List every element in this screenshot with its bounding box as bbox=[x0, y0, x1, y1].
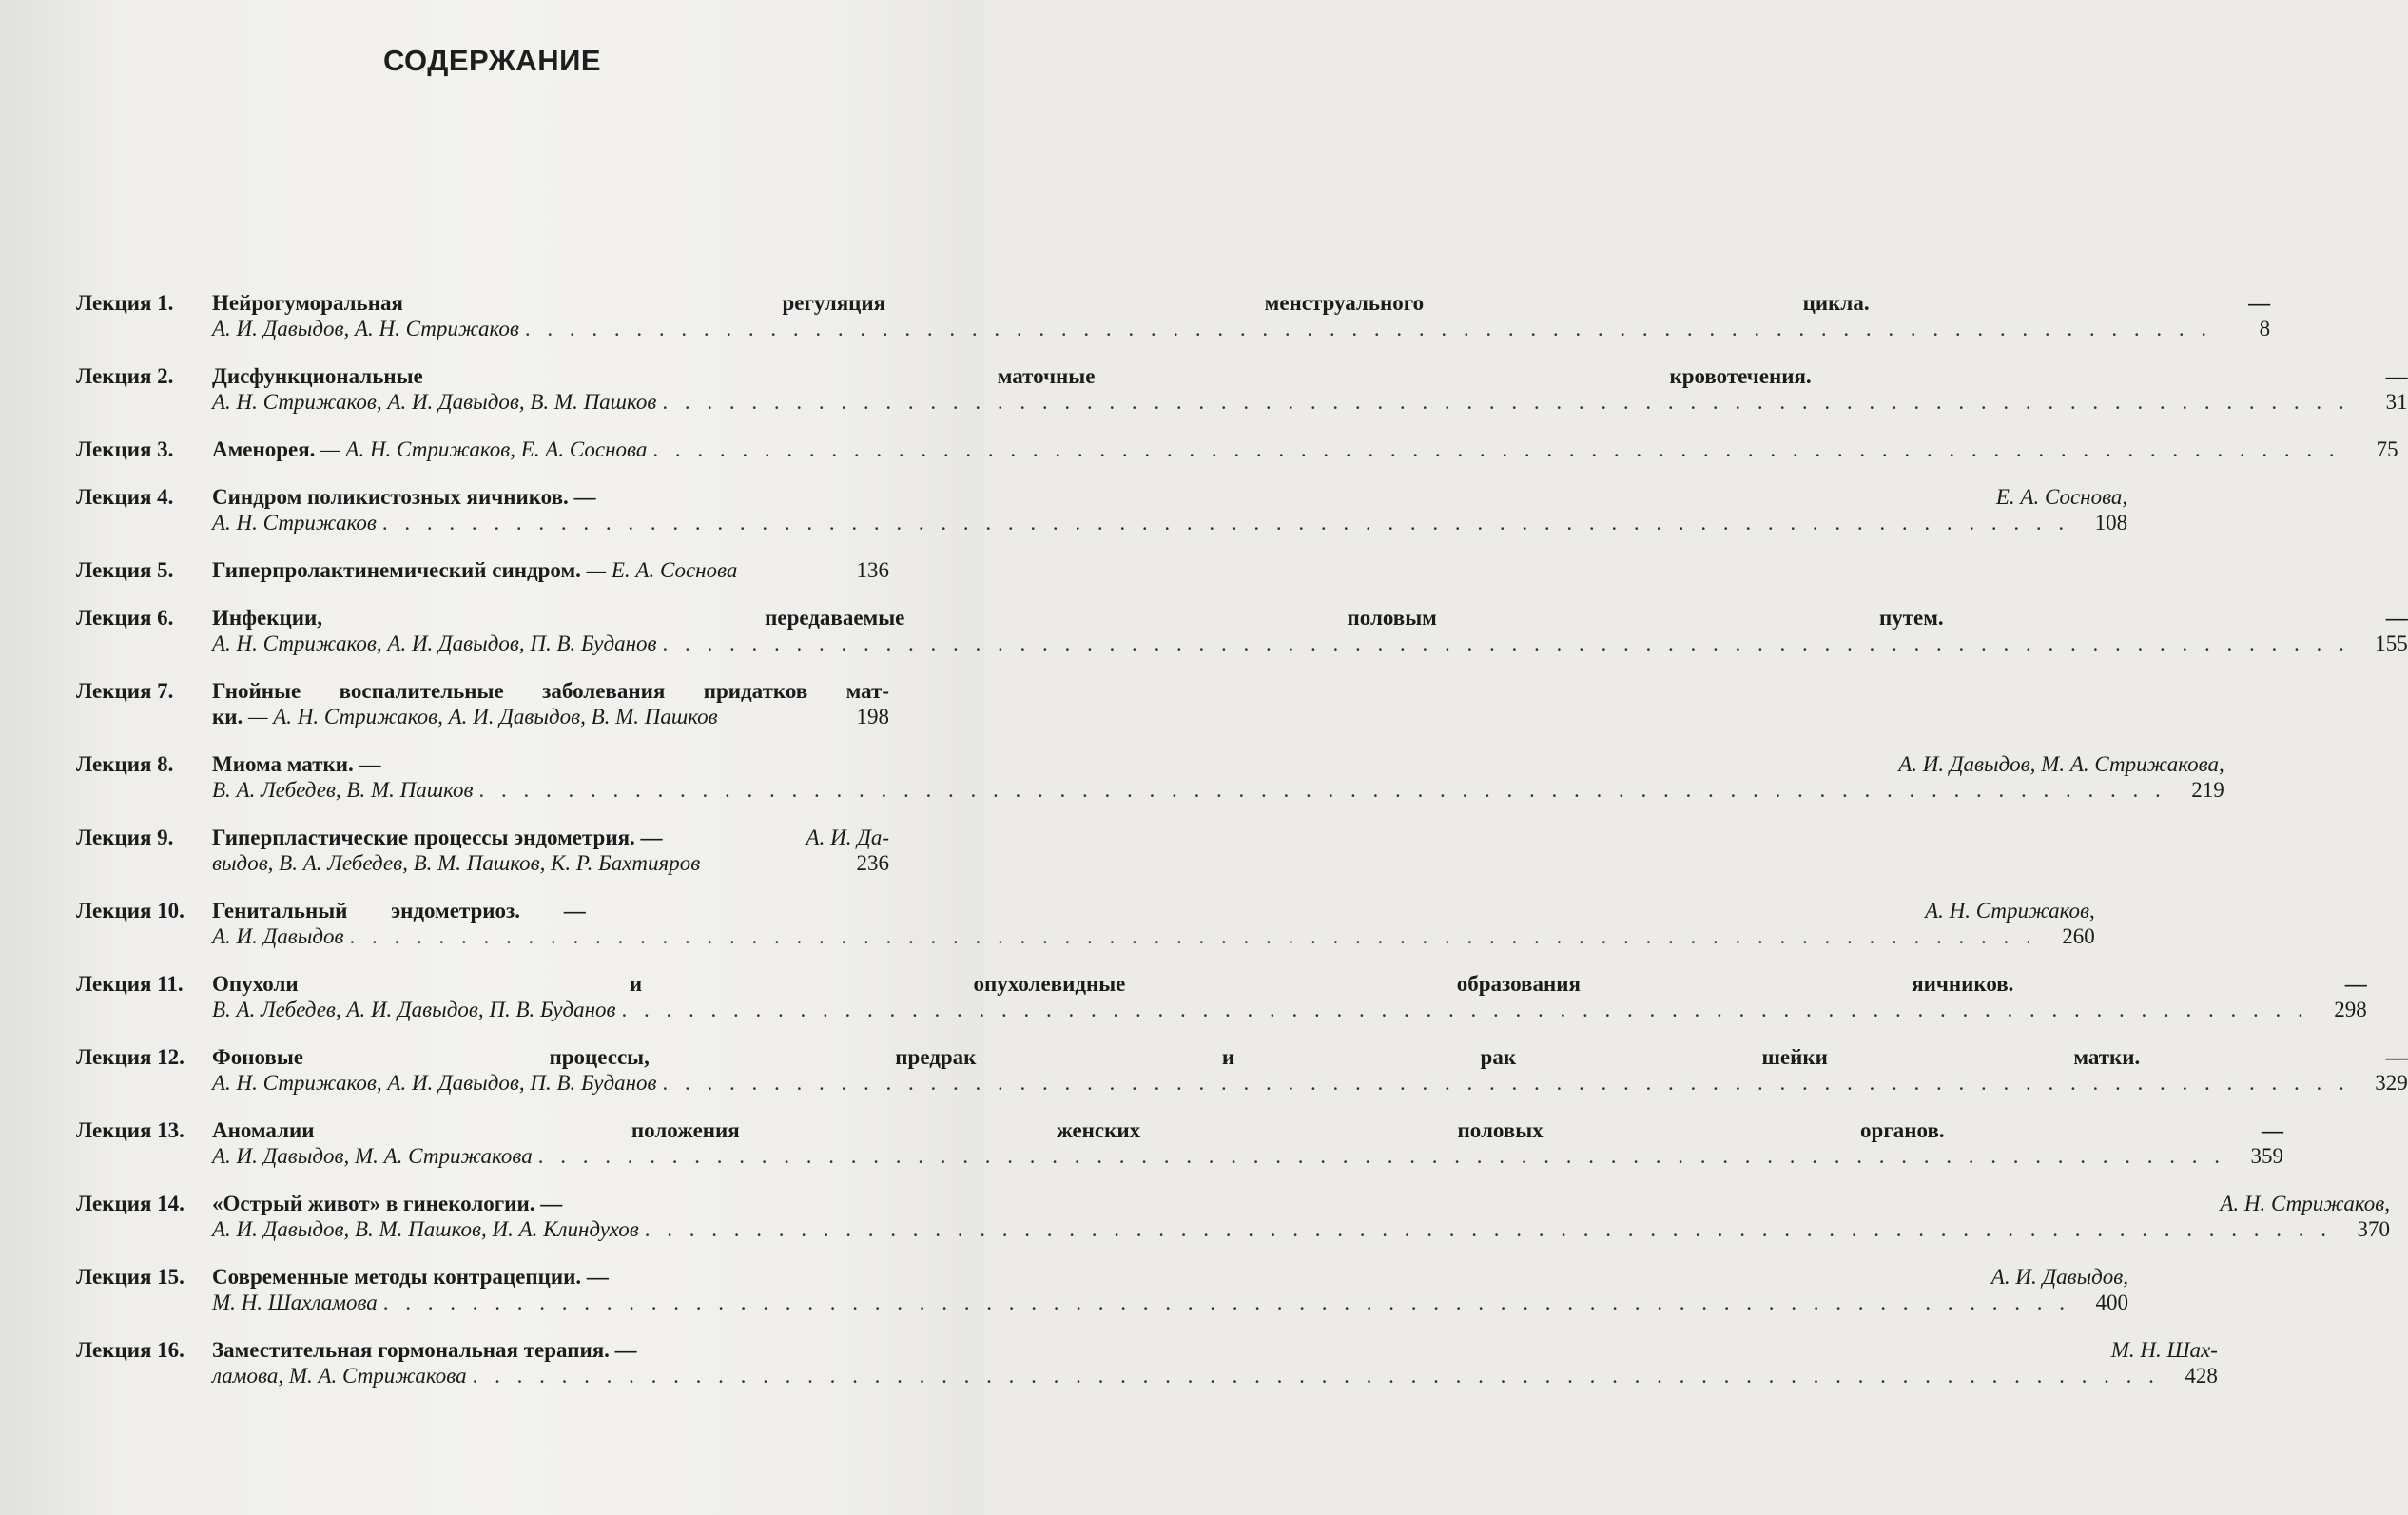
entry-label: Лекция 3. bbox=[76, 437, 174, 461]
entry-authors: А. И. Давыдов bbox=[212, 924, 344, 948]
entry-page: 329 bbox=[2375, 1071, 2408, 1095]
entry-authors: ламова, М. А. Стрижакова bbox=[212, 1364, 467, 1388]
entry-title: Генитальный эндометриоз. — bbox=[212, 899, 586, 923]
entry-title: Инфекции, передаваемые половым путем. — bbox=[212, 606, 2408, 630]
leader-dots bbox=[662, 631, 2349, 656]
entry-label: Лекция 16. bbox=[76, 1338, 184, 1362]
entry-title-tail: М. Н. Шах- bbox=[2110, 1338, 2218, 1362]
entry-authors: — А. Н. Стрижаков, А. И. Давыдов, В. М. Пашков bbox=[248, 705, 718, 728]
entry-authors: выдов, В. А. Лебедев, В. М. Пашков, К. Р. Бахтияров bbox=[212, 851, 701, 875]
toc-entry[interactable] bbox=[76, 1044, 2408, 1096]
entry-page: 428 bbox=[2185, 1364, 2218, 1388]
entry-authors: — Е. А. Соснова bbox=[586, 558, 738, 582]
entry-page: 155 bbox=[2375, 631, 2408, 655]
entry-title: Фоновые процессы, предрак и рак шейки матки. — bbox=[212, 1045, 2408, 1069]
entry-page: 236 bbox=[856, 851, 889, 875]
entry-page: 298 bbox=[2334, 998, 2367, 1021]
entry-label: Лекция 4. bbox=[76, 485, 174, 509]
entry-page: 136 bbox=[856, 558, 889, 582]
leader-dots bbox=[349, 923, 2036, 949]
leader-dots bbox=[382, 510, 2069, 535]
entry-title: Синдром поликистозных яичников. — bbox=[212, 485, 596, 509]
toc-entry[interactable] bbox=[76, 825, 889, 876]
toc-entry[interactable] bbox=[76, 678, 889, 729]
entry-page: 198 bbox=[856, 705, 889, 728]
entry-label: Лекция 5. bbox=[76, 558, 174, 582]
entry-title-tail: А. И. Давыдов, М. А. Стрижакова, bbox=[1898, 752, 2224, 776]
entry-authors: А. И. Давыдов, А. Н. Стрижаков bbox=[212, 317, 519, 340]
toc-entry[interactable] bbox=[76, 971, 2367, 1022]
entry-title: Гиперпластические процессы эндометрия. — bbox=[212, 825, 663, 849]
toc-entry[interactable] bbox=[76, 363, 2408, 415]
toc-entry[interactable] bbox=[76, 751, 2224, 803]
entry-authors: А. И. Давыдов, В. М. Пашков, И. А. Клиндухов bbox=[212, 1217, 639, 1241]
toc-entry[interactable] bbox=[76, 1191, 2390, 1242]
entry-authors: А. Н. Стрижаков, А. И. Давыдов, П. В. Буданов bbox=[212, 631, 657, 655]
entry-authors: М. Н. Шахламова bbox=[212, 1291, 378, 1314]
entry-authors: А. Н. Стрижаков, А. И. Давыдов, П. В. Буданов bbox=[212, 1071, 657, 1095]
entry-title: Гиперпролактинемический синдром. bbox=[212, 558, 581, 582]
entry-authors: А. Н. Стрижаков, А. И. Давыдов, В. М. Пашков bbox=[212, 390, 657, 414]
toc-entry[interactable] bbox=[76, 1264, 2129, 1315]
entry-label: Лекция 1. bbox=[76, 291, 174, 315]
leader-dots bbox=[473, 1363, 2160, 1389]
entry-title: Нейрогуморальная регуляция менструального цикла. — bbox=[212, 291, 2271, 315]
entry-page: 75 bbox=[2376, 437, 2398, 461]
leader-dots bbox=[525, 316, 2212, 341]
entry-label: Лекция 14. bbox=[76, 1192, 184, 1215]
toc-entry[interactable] bbox=[76, 437, 2398, 462]
entry-title: «Острый живот» в гинекологии. — bbox=[212, 1192, 563, 1215]
toc-entry[interactable] bbox=[76, 484, 2128, 535]
entry-authors: В. А. Лебедев, В. М. Пашков bbox=[212, 778, 474, 802]
entry-title: Дисфункциональные маточные кровотечения. — bbox=[212, 364, 2408, 388]
entry-page: 108 bbox=[2094, 511, 2128, 534]
toc-entry[interactable] bbox=[76, 605, 2408, 656]
entry-title-tail: Е. А. Соснова, bbox=[1995, 485, 2128, 509]
entry-label: Лекция 13. bbox=[76, 1118, 184, 1142]
entry-title: Опухоли и опухолевидные образования яичников. — bbox=[212, 972, 2367, 996]
entry-page: 400 bbox=[2095, 1291, 2129, 1314]
entry-title: Гнойные воспалительные заболевания придатков мат- bbox=[212, 679, 889, 703]
entry-title: Заместительная гормональная терапия. — bbox=[212, 1338, 637, 1362]
entry-label: Лекция 8. bbox=[76, 752, 174, 776]
entry-label: Лекция 12. bbox=[76, 1045, 184, 1069]
entry-title-tail: А. Н. Стрижаков, bbox=[2220, 1192, 2390, 1215]
entry-authors: А. И. Давыдов, М. А. Стрижакова bbox=[212, 1144, 533, 1168]
toc-entry[interactable] bbox=[76, 1117, 2284, 1169]
toc-entry[interactable] bbox=[76, 557, 889, 583]
entry-title-cont: ки. bbox=[212, 705, 243, 728]
page-title: СОДЕРЖАНИЕ bbox=[382, 44, 602, 77]
entry-title: Миома матки. — bbox=[212, 752, 381, 776]
toc-entry[interactable] bbox=[76, 290, 2271, 341]
leader-dots bbox=[478, 777, 2165, 803]
leader-dots bbox=[621, 997, 2308, 1022]
entry-title: Аменорея. bbox=[212, 437, 316, 461]
entry-label: Лекция 2. bbox=[76, 364, 174, 388]
entry-title: Аномалии положения женских половых органов. — bbox=[212, 1118, 2284, 1142]
entry-page: 219 bbox=[2191, 778, 2224, 802]
entry-label: Лекция 15. bbox=[76, 1265, 184, 1289]
entry-page: 359 bbox=[2250, 1144, 2284, 1168]
toc-entry[interactable] bbox=[76, 898, 2095, 949]
entry-title-tail: А. Н. Стрижаков, bbox=[1925, 899, 2095, 923]
entry-label: Лекция 10. bbox=[76, 899, 184, 923]
leader-dots bbox=[662, 389, 2349, 415]
entry-page: 8 bbox=[2259, 317, 2271, 340]
entry-label: Лекция 11. bbox=[76, 972, 184, 996]
entry-authors: В. А. Лебедев, А. И. Давыдов, П. В. Буданов bbox=[212, 998, 616, 1021]
entry-page: 260 bbox=[2062, 924, 2095, 948]
leader-dots bbox=[383, 1290, 2070, 1315]
entry-label: Лекция 6. bbox=[76, 606, 174, 630]
entry-label: Лекция 7. bbox=[76, 679, 174, 703]
entry-authors: — А. Н. Стрижаков, Е. А. Соснова bbox=[320, 437, 648, 461]
entry-title-tail: А. И. Да- bbox=[806, 825, 889, 849]
entry-page: 31 bbox=[2385, 390, 2408, 414]
leader-dots bbox=[645, 1216, 2332, 1242]
entry-page: 370 bbox=[2357, 1217, 2390, 1241]
leader-dots bbox=[652, 437, 2340, 462]
table-of-contents bbox=[76, 290, 2408, 1410]
leader-dots bbox=[538, 1143, 2225, 1169]
toc-entry[interactable] bbox=[76, 1337, 2218, 1389]
entry-title-tail: А. И. Давыдов, bbox=[1990, 1265, 2129, 1289]
entry-title: Современные методы контрацепции. — bbox=[212, 1265, 609, 1289]
entry-authors: А. Н. Стрижаков bbox=[212, 511, 377, 534]
entry-label: Лекция 9. bbox=[76, 825, 174, 849]
leader-dots bbox=[662, 1070, 2349, 1096]
